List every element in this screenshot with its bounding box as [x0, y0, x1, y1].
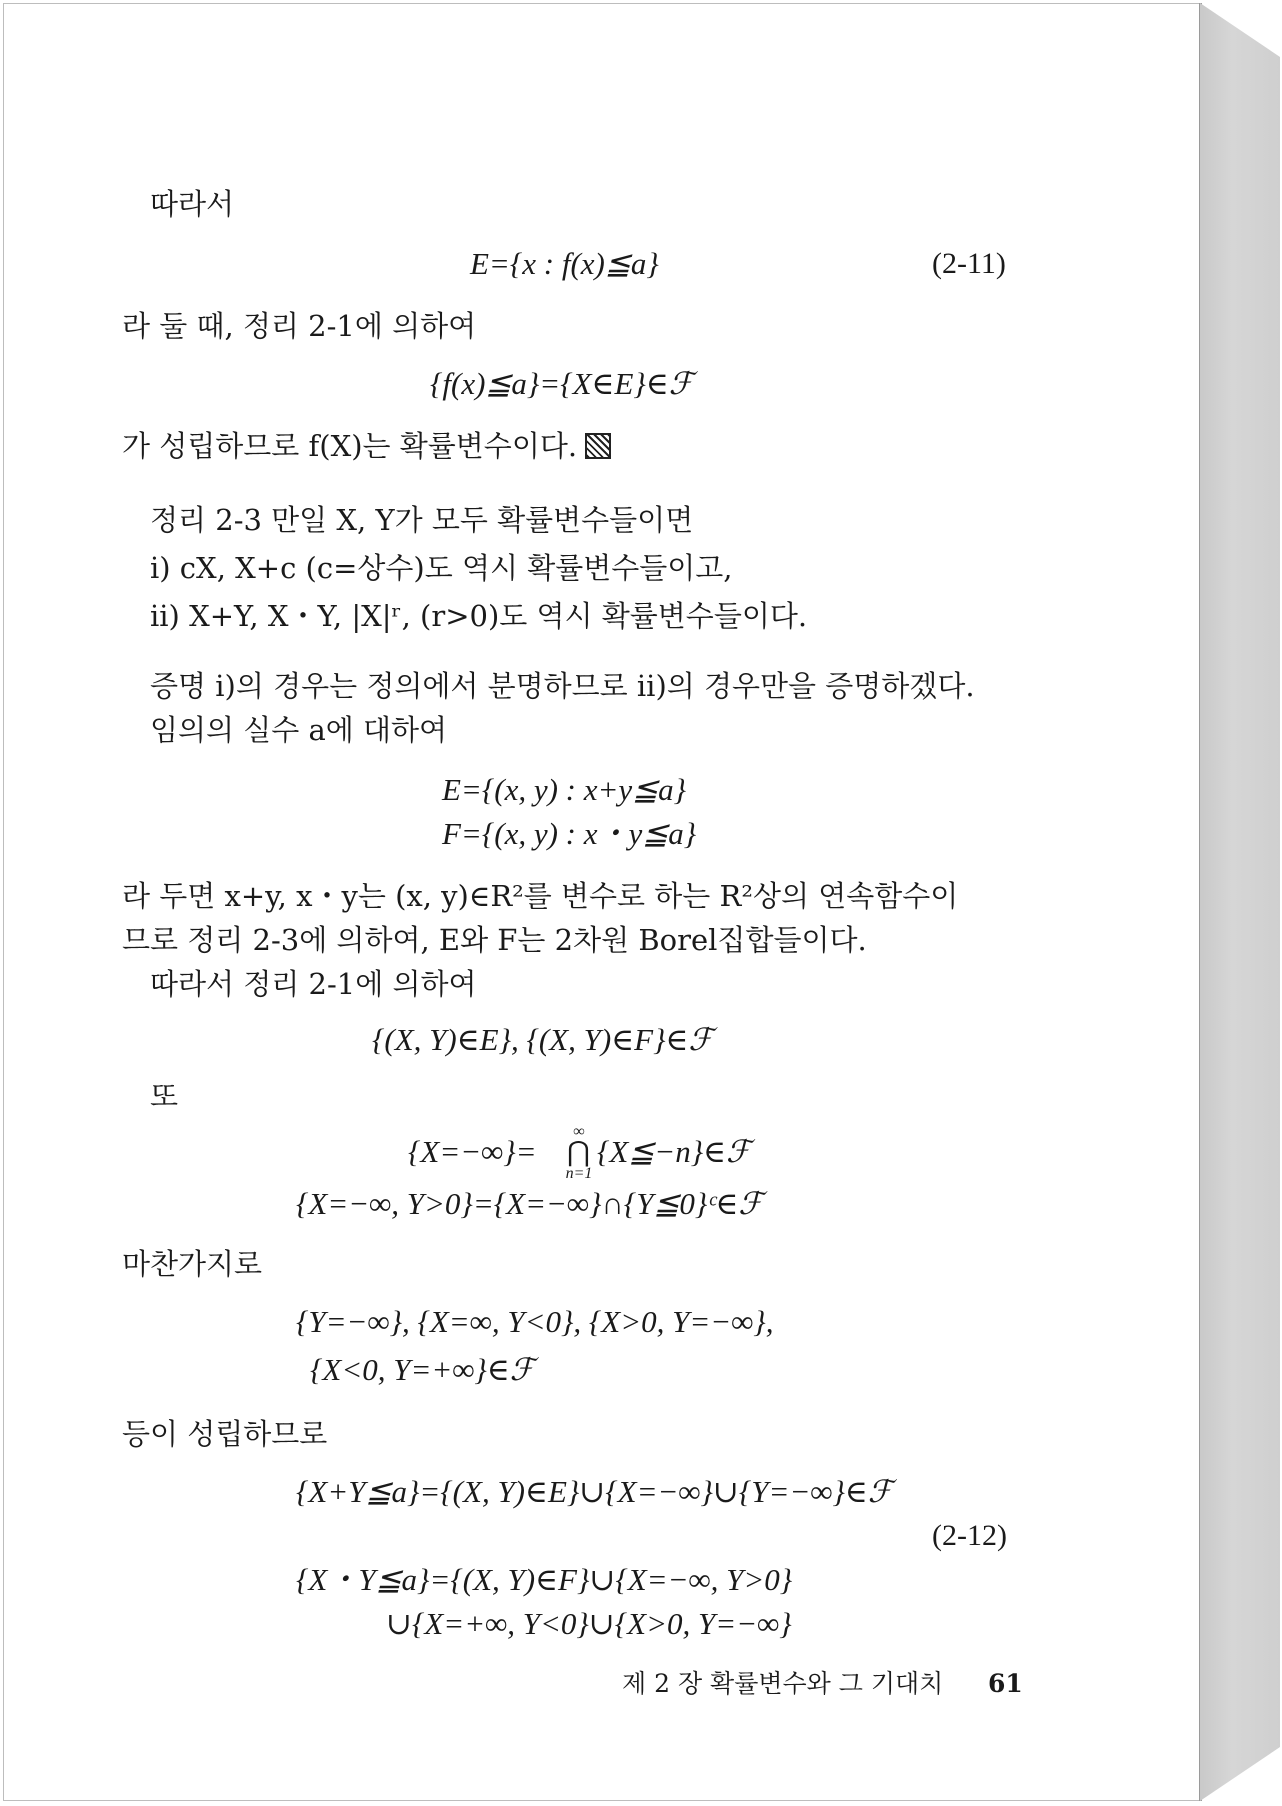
text-line: 라 두면 x+y, x・y는 (x, y)∈R²를 변수로 하는 R²상의 연속함수이 — [122, 879, 959, 913]
theorem-line: i) cX, X+c (c=상수)도 역시 확률변수들이고, — [150, 551, 733, 585]
intersection-lower-limit: n=1 — [565, 1165, 593, 1182]
equation: E={x : f(x)≦a} — [470, 246, 659, 281]
theorem-line: ii) X+Y, X・Y, |X|ʳ, (r>0)도 역시 확률변수들이다. — [150, 599, 808, 633]
equation: {X<0, Y=+∞}∈ℱ — [310, 1352, 535, 1387]
equation-number: (2-12) — [932, 1519, 1007, 1552]
equation: E={(x, y) : x+y≦a} — [442, 772, 687, 807]
equation: F={(x, y) : x・y≦a} — [442, 816, 697, 851]
book-spine — [1200, 3, 1280, 1801]
equation: {X=−∞}= — [408, 1134, 537, 1169]
text-line: 따라서 정리 2-1에 의하여 — [150, 967, 477, 1001]
proof-line: 증명 i)의 경우는 정의에서 분명하므로 ii)의 경우만을 증명하겠다. — [150, 669, 975, 703]
proof-line: 임의의 실수 a에 대하여 — [150, 713, 448, 747]
text-line: 므로 정리 2-3에 의하여, E와 F는 2차원 Borel집합들이다. — [122, 923, 867, 957]
text-line: 라 둘 때, 정리 2-1에 의하여 — [122, 309, 477, 343]
equation: ∪{X=+∞, Y<0}∪{X>0, Y=−∞} — [386, 1606, 792, 1641]
text-line: 또 — [150, 1079, 179, 1113]
theorem-line: 정리 2-3 만일 X, Y가 모두 확률변수들이면 — [150, 503, 694, 537]
equation-number: (2-11) — [932, 247, 1006, 280]
page-number: 61 — [988, 1669, 1023, 1698]
text-line: 마찬가지로 — [122, 1247, 263, 1281]
equation: {X+Y≦a}={(X, Y)∈E}∪{X=−∞}∪{Y=−∞}∈ℱ — [296, 1474, 893, 1509]
big-intersection-symbol: ⋂ — [567, 1135, 590, 1168]
intersection-upper-limit: ∞ — [573, 1123, 585, 1140]
equation: {X=−∞, Y>0}={X=−∞}∩{Y≦0}ᶜ∈ℱ — [296, 1186, 763, 1221]
text-line: 따라서 — [150, 187, 235, 221]
text-span: 가 성립하므로 f(X)는 확률변수이다. — [122, 429, 578, 463]
equation: {X・Y≦a}={(X, Y)∈F}∪{X=−∞, Y>0} — [296, 1562, 793, 1597]
text-line: 등이 성립하므로 — [122, 1417, 328, 1451]
running-footer: 제 2 장 확률변수와 그 기대치 — [622, 1669, 944, 1698]
text-line — [122, 428, 611, 464]
equation: {(X, Y)∈E}, {(X, Y)∈F}∈ℱ — [372, 1022, 713, 1057]
qed-hatched-square-icon — [585, 433, 611, 459]
equation: {Y=−∞}, {X=∞, Y<0}, {X>0, Y=−∞}, — [296, 1304, 774, 1339]
equation: {X≦−n}∈ℱ — [597, 1134, 751, 1169]
equation: {f(x)≦a}={X∈E}∈ℱ — [430, 366, 694, 401]
